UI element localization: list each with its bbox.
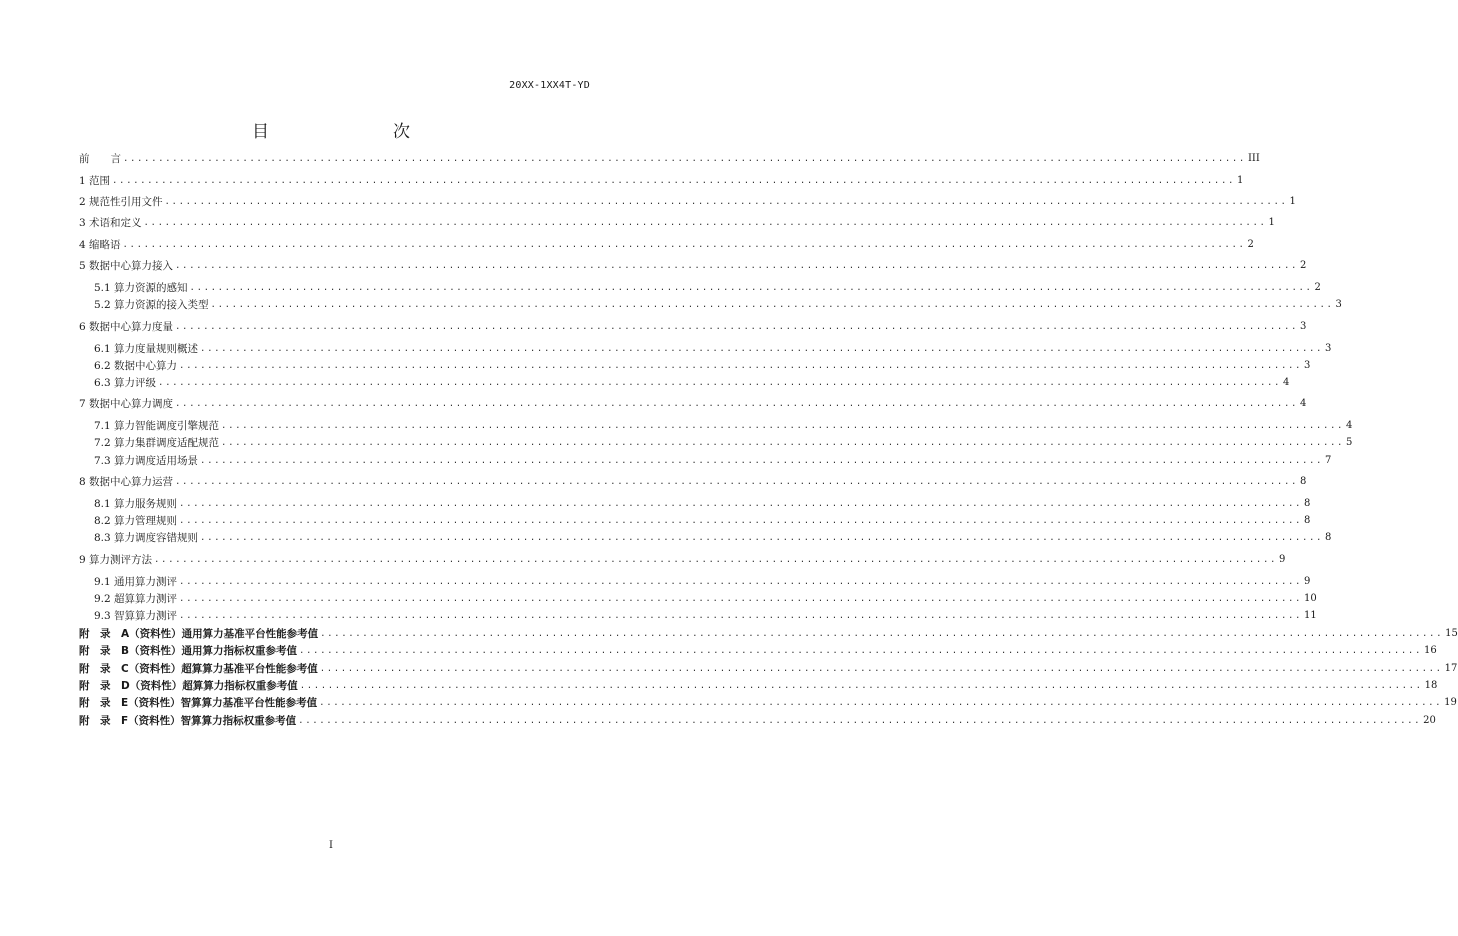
leader-dots: ................................................................................................................................................................ bbox=[143, 218, 1267, 228]
leader-dots: ................................................................................................................................................................ bbox=[175, 477, 1298, 487]
toc-entry-6[interactable] bbox=[79, 319, 1307, 335]
toc-entry-page: 3 bbox=[1304, 360, 1311, 371]
toc-entry-label: 9.2 超算算力测评 bbox=[94, 593, 178, 605]
leader-dots: ................................................................................................................................................................ bbox=[221, 421, 1344, 431]
leader-dots: ................................................................................................................................................................ bbox=[179, 361, 1302, 371]
toc-entry-page: 11 bbox=[1304, 610, 1317, 621]
leader-dots: ................................................................................................................................................................ bbox=[175, 261, 1298, 271]
toc-entry-5[interactable] bbox=[79, 258, 1307, 274]
toc-entry-page: 9 bbox=[1304, 576, 1311, 587]
toc-entry-page: 2 bbox=[1299, 260, 1307, 271]
toc-entry-page: 2 bbox=[1247, 239, 1254, 250]
toc-entry-page: 2 bbox=[1314, 282, 1321, 293]
toc-entry-page: 3 bbox=[1335, 299, 1342, 310]
toc-title: 目 次 bbox=[252, 122, 440, 142]
toc-entry-page: 9 bbox=[1278, 554, 1286, 565]
toc-entry-page: 3 bbox=[1299, 321, 1307, 332]
toc-entry-9-1[interactable] bbox=[94, 574, 1311, 590]
toc-entry-label: 9.1 通用算力测评 bbox=[94, 576, 178, 588]
toc-entry-page: 8 bbox=[1304, 498, 1311, 509]
toc-entry-9-2[interactable] bbox=[94, 591, 1317, 607]
leader-dots: ................................................................................................................................................................ bbox=[299, 681, 1423, 691]
toc-entry-6-2[interactable] bbox=[94, 358, 1311, 374]
toc-entry-page: III bbox=[1247, 153, 1260, 164]
toc-entry-page: 15 bbox=[1445, 628, 1458, 639]
page-number: I bbox=[329, 840, 333, 851]
leader-dots: ................................................................................................................................................................ bbox=[112, 176, 1235, 186]
toc-entry-1[interactable] bbox=[79, 173, 1244, 189]
toc-entry-page: 4 bbox=[1283, 377, 1290, 388]
leader-dots: ................................................................................................................................................................ bbox=[298, 716, 1422, 726]
leader-dots: ................................................................................................................................................................ bbox=[154, 555, 1277, 565]
leader-dots: ................................................................................................................................................................ bbox=[200, 533, 1323, 543]
toc-entry-label: 6.2 数据中心算力 bbox=[94, 360, 178, 372]
toc-entry-7[interactable] bbox=[79, 396, 1307, 412]
toc-entry-page: 8 bbox=[1299, 476, 1307, 487]
toc-entry-label: 6.3 算力评级 bbox=[94, 377, 157, 389]
toc-entry-page: 8 bbox=[1325, 532, 1332, 543]
leader-dots: ................................................................................................................................................................ bbox=[179, 516, 1302, 526]
leader-dots: ................................................................................................................................................................ bbox=[299, 646, 1422, 656]
toc-entry-5-1[interactable] bbox=[94, 280, 1321, 296]
toc-entry-appendix-e[interactable] bbox=[79, 695, 1457, 711]
toc-entry-label: 2 规范性引用文件 bbox=[79, 196, 163, 208]
toc-entry-page: 7 bbox=[1325, 455, 1332, 466]
toc-entry-label: 7.2 算力集群调度适配规范 bbox=[94, 437, 220, 449]
toc-entry-page: 17 bbox=[1444, 663, 1458, 674]
leader-dots: ................................................................................................................................................................ bbox=[179, 577, 1302, 587]
toc-entry-5-2[interactable] bbox=[94, 297, 1342, 313]
toc-entry-page: 16 bbox=[1423, 645, 1437, 656]
toc-entry-label: 附 录 C（资料性）超算算力基准平台性能参考值 bbox=[79, 663, 318, 675]
leader-dots: ................................................................................................................................................................ bbox=[164, 197, 1288, 207]
toc-entry-8-2[interactable] bbox=[94, 513, 1311, 529]
toc-entry-3[interactable] bbox=[79, 215, 1275, 231]
toc-entry-page: 4 bbox=[1299, 398, 1307, 409]
toc-entry-label: 前 言 bbox=[79, 153, 121, 165]
toc-entry-page: 10 bbox=[1304, 593, 1317, 604]
toc-entry-7-1[interactable] bbox=[94, 418, 1353, 434]
toc-entry-page: 1 bbox=[1268, 217, 1275, 228]
leader-dots: ................................................................................................................................................................ bbox=[179, 499, 1302, 509]
toc-entry-label: 5.2 算力资源的接入类型 bbox=[94, 299, 209, 311]
toc-entry-page: 18 bbox=[1424, 680, 1438, 691]
toc-entry-label: 7.3 算力调度适用场景 bbox=[94, 455, 199, 467]
leader-dots: ................................................................................................................................................................ bbox=[189, 283, 1313, 293]
leader-dots: ................................................................................................................................................................ bbox=[158, 378, 1281, 388]
toc-entry-appendix-a[interactable] bbox=[79, 626, 1458, 642]
leader-dots: ................................................................................................................................................................ bbox=[123, 154, 1246, 164]
toc-entry-label: 4 缩略语 bbox=[79, 239, 121, 251]
document-code: 20XX-1XX4T-YD bbox=[509, 80, 590, 91]
toc-entry-label: 5.1 算力资源的感知 bbox=[94, 282, 188, 294]
toc-entry-label: 8.1 算力服务规则 bbox=[94, 498, 178, 510]
toc-entry-8-1[interactable] bbox=[94, 496, 1311, 512]
leader-dots: ................................................................................................................................................................ bbox=[221, 438, 1344, 448]
toc-entry-label: 8 数据中心算力运营 bbox=[79, 476, 174, 488]
toc-entry-appendix-c[interactable] bbox=[79, 661, 1458, 677]
toc-entry-page: 1 bbox=[1289, 196, 1296, 207]
toc-entry-label: 8.3 算力调度容错规则 bbox=[94, 532, 199, 544]
toc-entry-label: 9.3 智算算力测评 bbox=[94, 610, 178, 622]
toc-entry-page: 5 bbox=[1346, 437, 1353, 448]
leader-dots: ................................................................................................................................................................ bbox=[319, 698, 1443, 708]
toc-entry-page: 20 bbox=[1423, 715, 1436, 726]
toc-entry-label: 附 录 D（资料性）超算算力指标权重参考值 bbox=[79, 680, 298, 692]
toc-entry-foreword[interactable] bbox=[79, 151, 1260, 167]
toc-entry-label: 附 录 E（资料性）智算算力基准平台性能参考值 bbox=[79, 697, 318, 709]
toc-entry-8-3[interactable] bbox=[94, 530, 1332, 546]
toc-entry-label: 附 录 B（资料性）通用算力指标权重参考值 bbox=[79, 645, 298, 657]
toc-entry-page: 1 bbox=[1236, 175, 1244, 186]
toc-entry-8[interactable] bbox=[79, 474, 1307, 490]
toc-entry-label: 6.1 算力度量规则概述 bbox=[94, 343, 199, 355]
toc-entry-label: 附 录 F（资料性）智算算力指标权重参考值 bbox=[79, 715, 297, 727]
leader-dots: ................................................................................................................................................................ bbox=[210, 300, 1334, 310]
toc-entry-9[interactable] bbox=[79, 552, 1286, 568]
leader-dots: ................................................................................................................................................................ bbox=[179, 611, 1302, 621]
toc-entry-2[interactable] bbox=[79, 194, 1296, 210]
leader-dots: ................................................................................................................................................................ bbox=[179, 594, 1302, 604]
toc-entry-7-2[interactable] bbox=[94, 435, 1353, 451]
toc-entry-7-3[interactable] bbox=[94, 453, 1332, 469]
toc-entry-label: 9 算力测评方法 bbox=[79, 554, 153, 566]
leader-dots: ................................................................................................................................................................ bbox=[175, 322, 1298, 332]
toc-entry-page: 19 bbox=[1444, 697, 1457, 708]
leader-dots: ................................................................................................................................................................ bbox=[175, 399, 1298, 409]
toc-entry-appendix-b[interactable] bbox=[79, 643, 1437, 659]
leader-dots: ................................................................................................................................................................ bbox=[320, 629, 1444, 639]
toc-entry-page: 4 bbox=[1346, 420, 1353, 431]
toc-entry-label: 1 范围 bbox=[79, 175, 111, 187]
toc-entry-label: 6 数据中心算力度量 bbox=[79, 321, 174, 333]
toc-entry-6-3[interactable] bbox=[94, 375, 1290, 391]
toc-entry-page: 8 bbox=[1304, 515, 1311, 526]
toc-entry-6-1[interactable] bbox=[94, 341, 1332, 357]
toc-entry-4[interactable] bbox=[79, 237, 1254, 253]
toc-entry-label: 3 术语和定义 bbox=[79, 217, 142, 229]
toc-entry-appendix-f[interactable] bbox=[79, 713, 1436, 729]
leader-dots: ................................................................................................................................................................ bbox=[319, 664, 1443, 674]
toc-entry-label: 8.2 算力管理规则 bbox=[94, 515, 178, 527]
toc-entry-appendix-d[interactable] bbox=[79, 678, 1438, 694]
toc-entry-label: 5 数据中心算力接入 bbox=[79, 260, 174, 272]
toc-entry-page: 3 bbox=[1325, 343, 1332, 354]
toc-entry-label: 附 录 A（资料性）通用算力基准平台性能参考值 bbox=[79, 628, 319, 640]
leader-dots: ................................................................................................................................................................ bbox=[200, 344, 1323, 354]
toc-entry-label: 7 数据中心算力调度 bbox=[79, 398, 174, 410]
leader-dots: ................................................................................................................................................................ bbox=[200, 456, 1323, 466]
toc-entry-label: 7.1 算力智能调度引擎规范 bbox=[94, 420, 220, 432]
leader-dots: ................................................................................................................................................................ bbox=[122, 240, 1246, 250]
toc-entry-9-3[interactable] bbox=[94, 608, 1317, 624]
